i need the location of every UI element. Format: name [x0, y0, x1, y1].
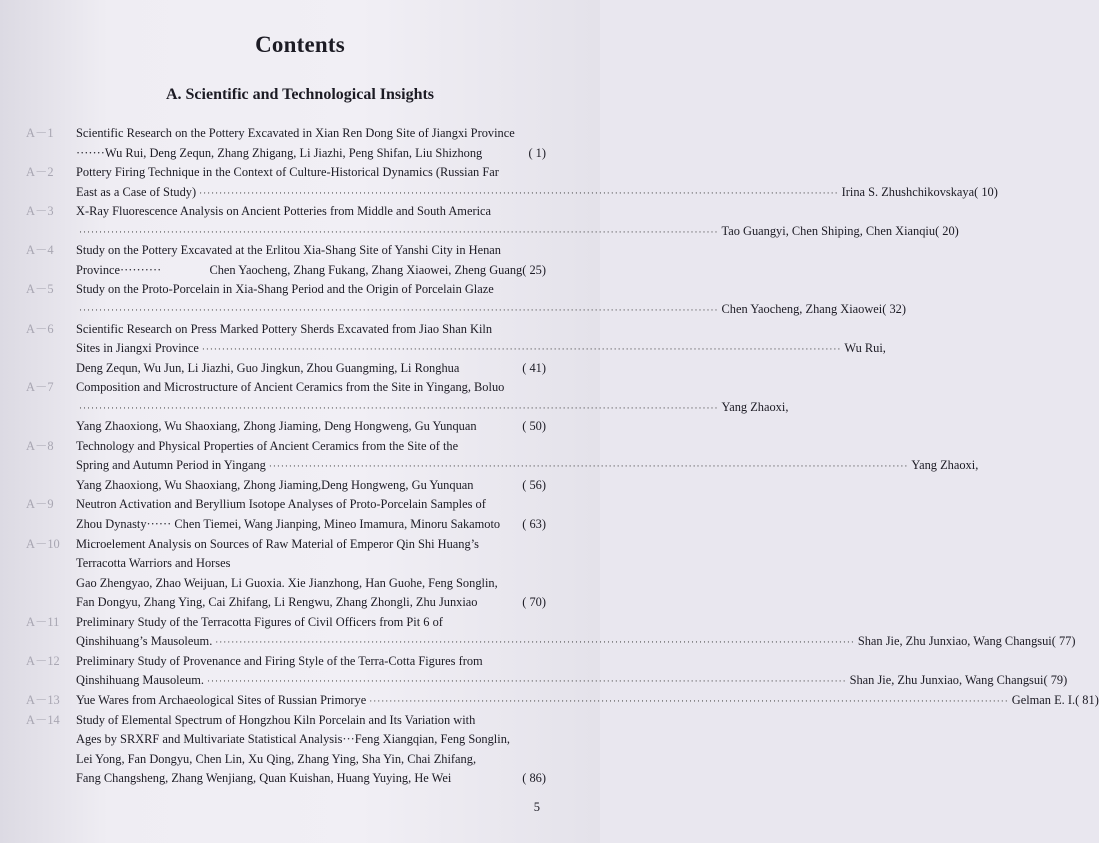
- toc-line: [26, 183, 998, 201]
- entry-text: Technology and Physical Properties of Ancient Ceramics from the Site of the: [76, 438, 459, 453]
- entry-text: Ages by SRXRF and Multivariate Statistical Analysis···Feng Xiangqian, Feng Songlin,: [76, 732, 510, 747]
- entry-authors-page: ( 41): [522, 360, 546, 375]
- toc-line: [26, 417, 546, 435]
- toc-line: [26, 632, 1076, 650]
- toc-line: [26, 750, 546, 768]
- toc-line: [26, 730, 546, 748]
- entry-code: A－8: [26, 438, 54, 453]
- toc-line: [26, 261, 546, 279]
- entry-text: Terracotta Warriors and Horses: [76, 556, 231, 571]
- entry-authors-page: Tao Guangyi, Chen Shiping, Chen Xianqiu( 20): [721, 223, 959, 238]
- entry-code: A－6: [26, 321, 54, 336]
- entry-text: Fan Dongyu, Zhang Ying, Cai Zhifang, Li Rengwu, Zhang Zhongli, Zhu Junxiao: [76, 595, 478, 610]
- entry-code: A－13: [26, 692, 60, 707]
- toc-line: [26, 476, 546, 494]
- toc-line: [26, 535, 546, 553]
- entry-code: A－12: [26, 653, 60, 668]
- toc-line: [26, 163, 546, 181]
- dot-leader: ································································································································································: [268, 461, 909, 472]
- toc-line: [26, 515, 546, 533]
- entry-code: A－11: [26, 614, 60, 629]
- toc-line: [26, 593, 546, 611]
- toc-line: [26, 613, 546, 631]
- entry-text: Preliminary Study of the Terracotta Figures of Civil Officers from Pit 6 of: [76, 614, 443, 629]
- page-number: 5: [533, 800, 540, 814]
- entry-text: Scientific Research on the Pottery Excavated in Xian Ren Dong Site of Jiangxi Province: [76, 126, 515, 140]
- toc-line: [26, 671, 1068, 689]
- entry-text: Deng Zequn, Wu Jun, Li Jiazhi, Guo Jingkun, Zhou Guangming, Li Ronghua: [76, 360, 460, 375]
- entry-authors-page: Chen Yaocheng, Zhang Xiaowei( 32): [721, 301, 906, 316]
- toc-line: [26, 300, 906, 318]
- dot-leader: ································································································································································: [207, 676, 847, 687]
- entry-text: ·······Wu Rui, Deng Zequn, Zhang Zhigang, Li Jiazhi, Peng Shifan, Liu Shizhong: [76, 145, 483, 160]
- toc-line: [26, 574, 546, 592]
- entry-authors-page: ( 50): [522, 419, 546, 434]
- entry-authors-page: ( 1): [528, 145, 546, 160]
- entry-code: A－10: [26, 536, 60, 551]
- entry-text: Lei Yong, Fan Dongyu, Chen Lin, Xu Qing, Zhang Ying, Sha Yin, Chai Zhifang,: [76, 751, 477, 766]
- toc-line: [26, 456, 979, 474]
- dot-leader: ································································································································································: [215, 637, 855, 648]
- toc-line: [26, 554, 546, 572]
- entry-authors-page: Shan Jie, Zhu Junxiao, Wang Changsui( 79): [849, 673, 1068, 688]
- toc-line: [26, 495, 546, 513]
- entry-code: A－2: [26, 165, 54, 180]
- dot-leader: ································································································································································: [79, 402, 719, 413]
- entry-text: Study of Elemental Spectrum of Hongzhou Kiln Porcelain and Its Variation with: [76, 712, 476, 727]
- entry-code: A－9: [26, 497, 54, 512]
- toc-line: [26, 280, 546, 298]
- entry-text: Gao Zhengyao, Zhao Weijuan, Li Guoxia. Xie Jianzhong, Han Guohe, Feng Songlin,: [76, 575, 498, 590]
- entry-text: Microelement Analysis on Sources of Raw Material of Emperor Qin Shi Huang’s: [76, 536, 479, 551]
- entry-code: A－4: [26, 243, 54, 258]
- section-heading: A. Scientific and Technological Insights: [165, 86, 435, 103]
- toc-line: [26, 691, 1099, 709]
- toc-line: [26, 144, 546, 162]
- entry-authors-page: Irina S. Zhushchikovskaya( 10): [841, 184, 998, 199]
- entry-code: A－3: [26, 204, 54, 219]
- entry-text: Province··········: [76, 262, 162, 277]
- entry-authors-page: ( 63): [522, 517, 546, 531]
- entry-authors-page: Yang Zhaoxi,: [721, 399, 789, 414]
- entry-code: A－7: [26, 380, 54, 395]
- entry-text: Qinshihuang’s Mausoleum.: [76, 634, 213, 649]
- entry-code: A－1: [26, 126, 54, 140]
- toc-line: [26, 359, 546, 377]
- toc-line: [26, 339, 886, 357]
- toc-line: [26, 320, 546, 338]
- entry-text: Sites in Jiangxi Province: [76, 341, 199, 356]
- entry-authors-page: ( 86): [522, 771, 546, 786]
- entry-text: Yang Zhaoxiong, Wu Shaoxiang, Zhong Jiaming,Deng Hongweng, Gu Yunquan: [76, 477, 474, 492]
- toc-line: [26, 202, 546, 220]
- entry-text: Yue Wares from Archaeological Sites of Russian Primorye: [76, 692, 367, 707]
- toc-line: [26, 124, 546, 142]
- entry-authors-page: ( 56): [522, 477, 546, 492]
- entry-text: Yang Zhaoxiong, Wu Shaoxiang, Zhong Jiaming, Deng Hongweng, Gu Yunquan: [76, 419, 477, 434]
- entry-text: Spring and Autumn Period in Yingang: [76, 458, 266, 473]
- dot-leader: ································································································································································: [369, 695, 1009, 706]
- entry-text: X-Ray Fluorescence Analysis on Ancient Potteries from Middle and South America: [76, 204, 492, 219]
- toc-line: [26, 711, 546, 729]
- entry-authors-page: Wu Rui,: [844, 341, 886, 356]
- entry-text: Scientific Research on Press Marked Pottery Sherds Excavated from Jiao Shan Kiln: [76, 321, 493, 336]
- entry-text: Preliminary Study of Provenance and Firing Style of the Terra-Cotta Figures from: [76, 653, 483, 668]
- toc-line: [26, 398, 789, 416]
- entry-code: A－5: [26, 282, 54, 297]
- entry-text: Study on the Proto-Porcelain in Xia-Shang Period and the Origin of Porcelain Glaze: [76, 282, 494, 297]
- entry-code: A－14: [26, 712, 60, 727]
- entry-authors-page: ( 70): [522, 595, 546, 610]
- entry-text: Composition and Microstructure of Ancient Ceramics from the Site in Yingang, Boluo: [76, 380, 505, 395]
- entry-authors-page: Gelman E. I.( 81): [1011, 692, 1099, 707]
- entry-text: Pottery Firing Technique in the Context of Culture-Historical Dynamics (Russian Far: [76, 165, 499, 180]
- entry-authors-page: Chen Yaocheng, Zhang Fukang, Zhang Xiaowei, Zheng Guang( 25): [209, 262, 546, 277]
- toc-line: [26, 241, 546, 259]
- entry-text: Neutron Activation and Beryllium Isotope Analyses of Proto-Porcelain Samples of: [76, 497, 486, 512]
- entry-text: Study on the Pottery Excavated at the Erlitou Xia-Shang Site of Yanshi City in Henan: [76, 243, 502, 258]
- toc-line: [26, 652, 546, 670]
- page-title: Contents: [255, 32, 345, 57]
- dot-leader: ································································································································································: [79, 304, 719, 315]
- toc-line: [26, 222, 959, 240]
- entry-text: East as a Case of Study): [76, 184, 197, 199]
- toc-line: [26, 378, 546, 396]
- dot-leader: ································································································································································: [201, 344, 842, 355]
- entry-text: Fang Changsheng, Zhang Wenjiang, Quan Kuishan, Huang Yuying, He Wei: [76, 771, 452, 786]
- dot-leader: ································································································································································: [79, 226, 719, 237]
- toc-line: [26, 437, 546, 455]
- entry-authors-page: Shan Jie, Zhu Junxiao, Wang Changsui( 77): [857, 634, 1076, 649]
- entry-text: Zhou Dynasty······ Chen Tiemei, Wang Jianping, Mineo Imamura, Minoru Sakamoto: [76, 517, 501, 531]
- entry-authors-page: Yang Zhaoxi,: [911, 458, 979, 473]
- dot-leader: ································································································································································: [199, 187, 839, 198]
- entry-text: Qinshihuang Mausoleum.: [76, 673, 205, 688]
- toc-line: [26, 769, 546, 787]
